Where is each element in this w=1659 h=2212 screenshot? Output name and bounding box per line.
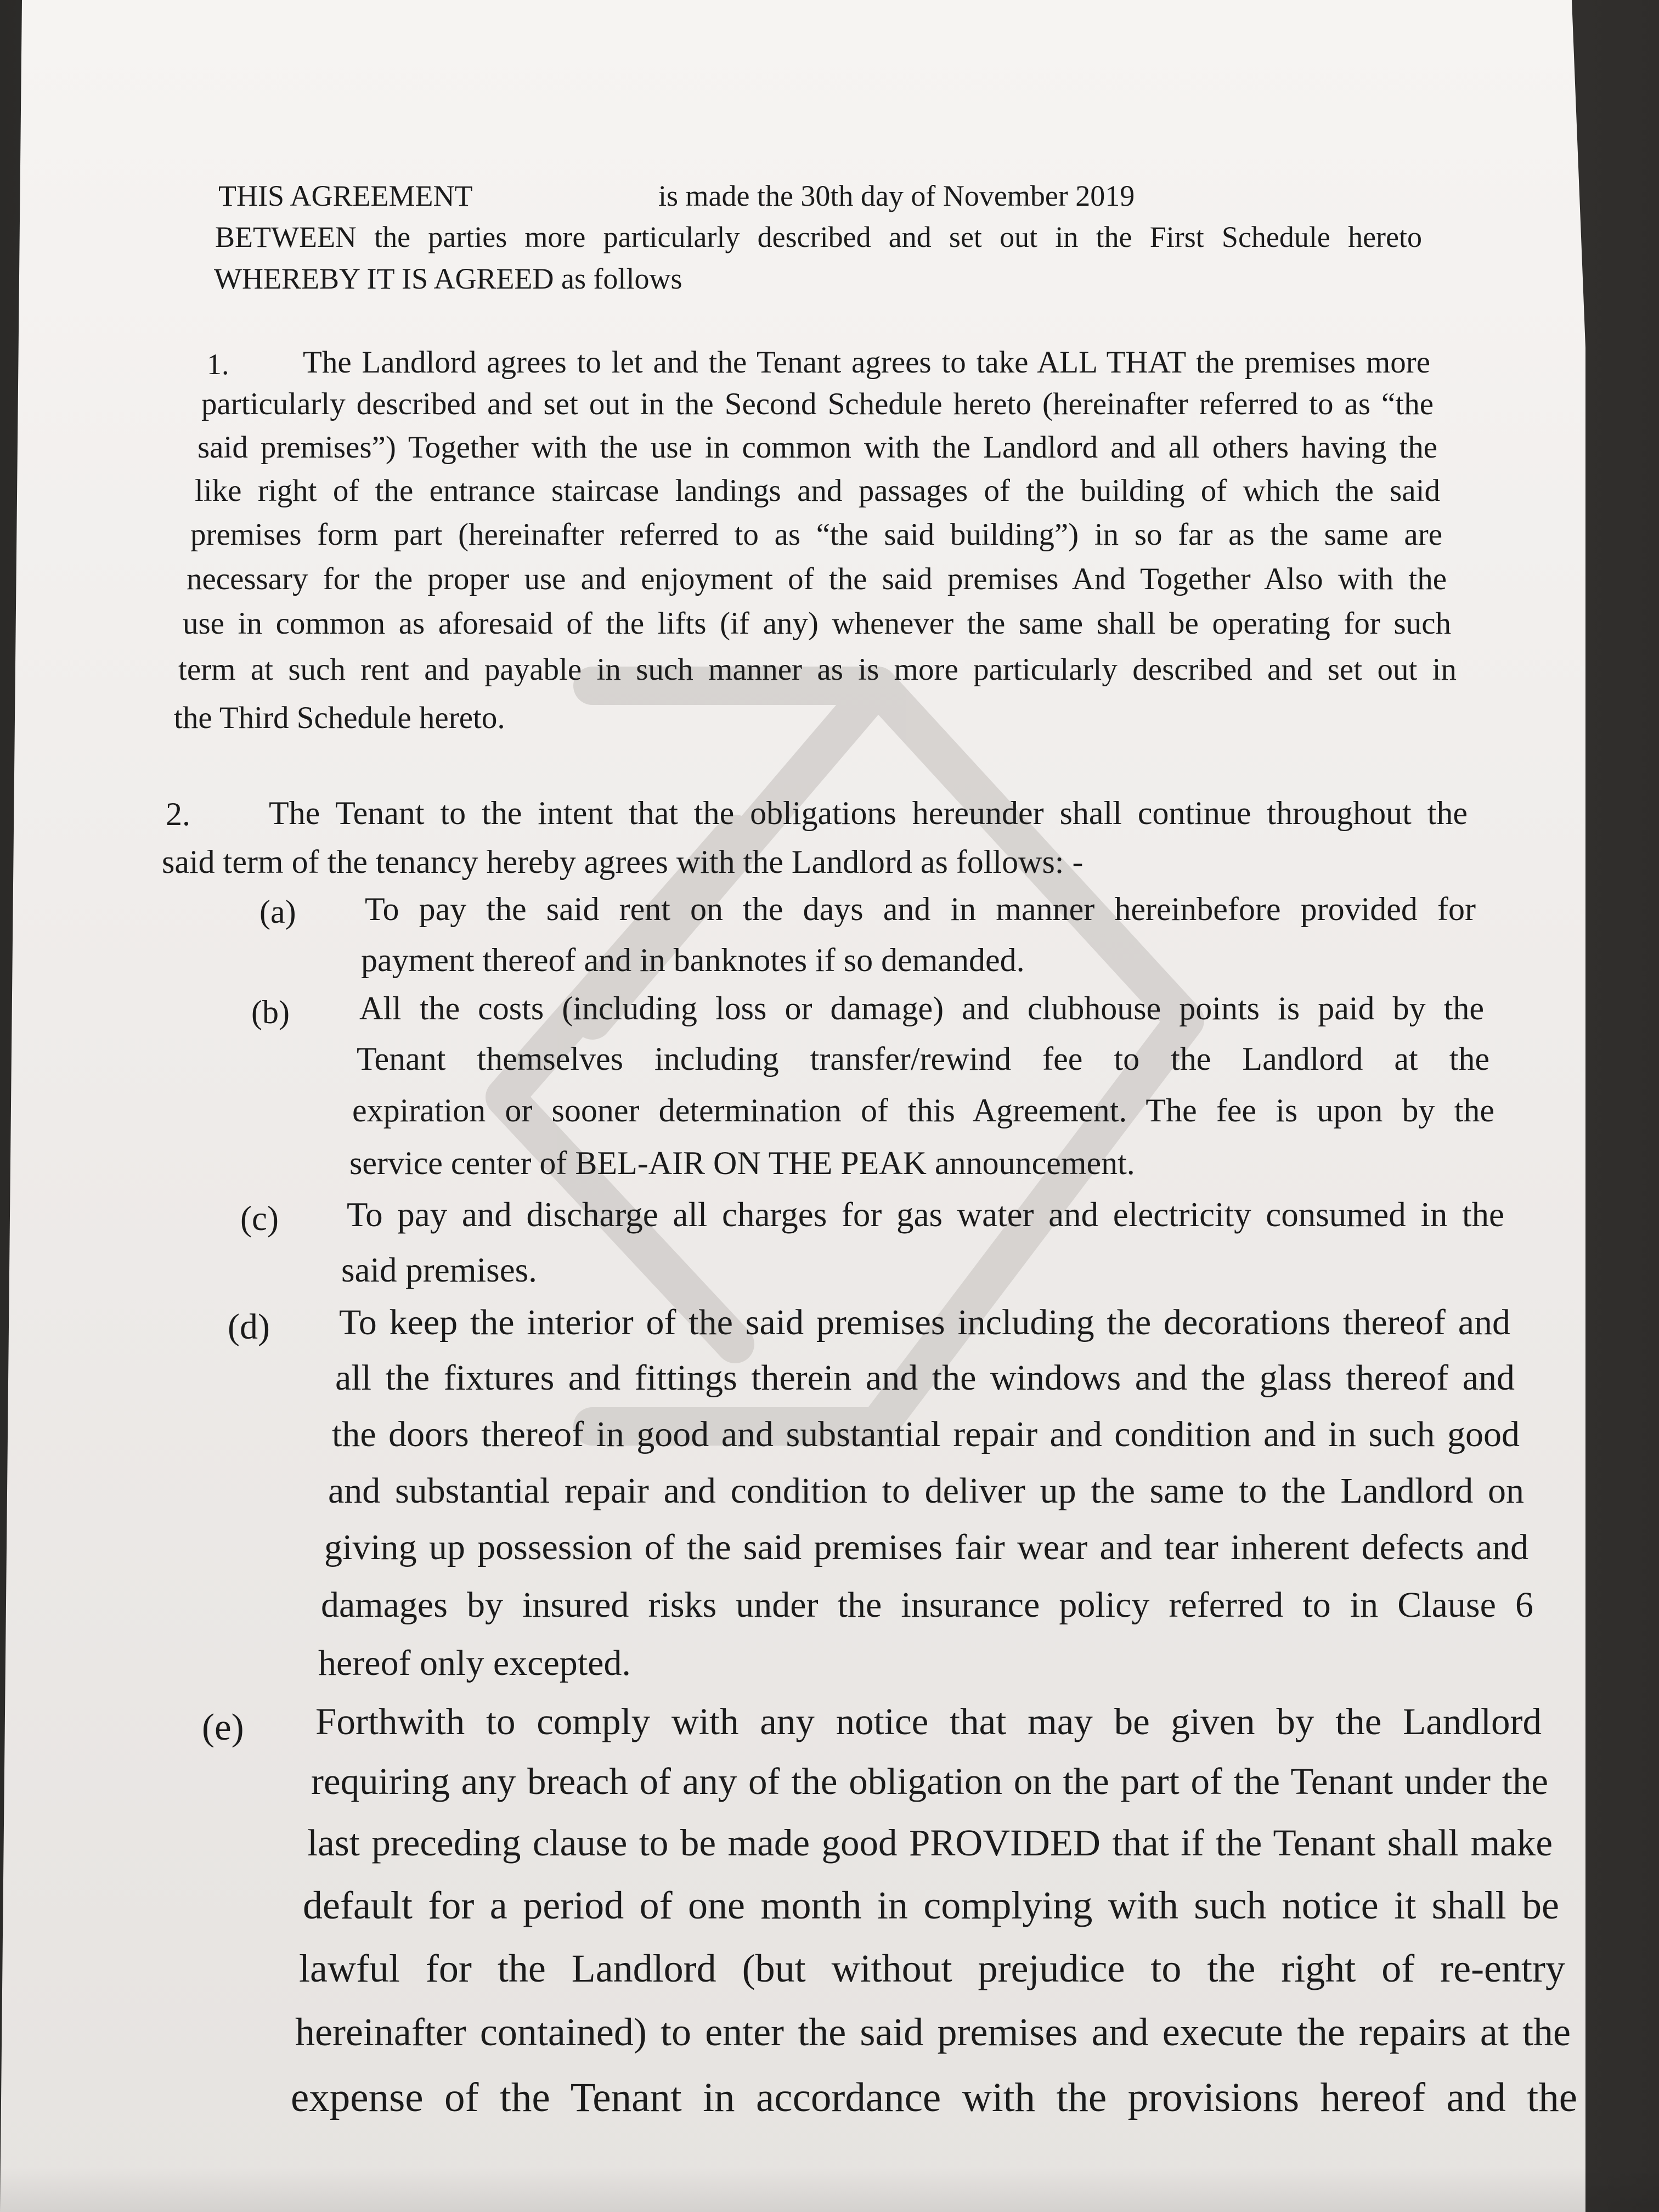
item-b-line: Tenant themselves including transfer/rewind fee to the Landlord at the bbox=[357, 1041, 1489, 1077]
between-line: BETWEEN the parties more particularly described and set out in the First Schedule hereto bbox=[215, 221, 1422, 253]
item-d-line: To keep the interior of the said premises including the decorations thereof and bbox=[339, 1302, 1510, 1342]
clause-1-line: the Third Schedule hereto. bbox=[174, 701, 505, 735]
item-d-line: and substantial repair and condition to deliver up the same to the Landlord on bbox=[328, 1471, 1524, 1511]
agreement-label: THIS AGREEMENT bbox=[218, 179, 473, 212]
item-a-line: payment thereof and in banknotes if so demanded. bbox=[361, 942, 1025, 978]
item-d-line: hereof only excepted. bbox=[318, 1643, 631, 1683]
clause-1-line: premises form part (hereinafter referred to as “the said building”) in so far as the same are bbox=[190, 517, 1442, 552]
item-c-line: said premises. bbox=[341, 1251, 537, 1289]
item-e-line: last preceding clause to be made good PROVIDED that if the Tenant shall make bbox=[307, 1822, 1553, 1864]
clause-1-line: The Landlord agrees to let and the Tenant agrees to take ALL THAT the premises more bbox=[303, 345, 1430, 380]
clause-1-line: said premises”) Together with the use in common with the Landlord and all others having the bbox=[198, 430, 1437, 465]
clause-1-line: term at such rent and payable in such manner as is more particularly described and set out in bbox=[178, 652, 1457, 687]
item-c-line: To pay and discharge all charges for gas water and electricity consumed in the bbox=[347, 1195, 1504, 1234]
page-bottom-shadow bbox=[0, 2167, 1659, 2212]
item-e-line: lawful for the Landlord (but without prejudice to the right of re-entry bbox=[299, 1946, 1565, 1990]
item-b-line: expiration or sooner determination of this Agreement. The fee is upon by the bbox=[352, 1092, 1494, 1128]
item-e-line: requiring any breach of any of the obligation on the part of the Tenant under the bbox=[311, 1760, 1548, 1802]
item-d-label: (d) bbox=[228, 1307, 270, 1347]
clause-1-line: like right of the entrance staircase landings and passages of the building of which the said bbox=[195, 473, 1440, 508]
agreement-date: is made the 30th day of November 2019 bbox=[658, 179, 1135, 212]
clause-1-line: use in common as aforesaid of the lifts (if any) whenever the same shall be operating for such bbox=[183, 606, 1451, 641]
clause-2-line: said term of the tenancy hereby agrees with the Landlord as follows: - bbox=[162, 844, 1084, 880]
clause-1-number: 1. bbox=[207, 348, 229, 381]
whereby-line: WHEREBY IT IS AGREED as follows bbox=[214, 262, 682, 295]
item-a-label: (a) bbox=[259, 894, 296, 930]
item-d-line: damages by insured risks under the insurance policy referred to in Clause 6 bbox=[321, 1585, 1533, 1625]
item-e-line: default for a period of one month in complying with such notice it shall be bbox=[303, 1883, 1559, 1927]
clause-1-line: necessary for the proper use and enjoyment of the said premises And Together Also with the bbox=[187, 562, 1447, 596]
item-a-line: To pay the said rent on the days and in manner hereinbefore provided for bbox=[365, 891, 1476, 927]
item-c-label: (c) bbox=[240, 1199, 279, 1238]
item-e-line: Forthwith to comply with any notice that may be given by the Landlord bbox=[315, 1701, 1542, 1742]
item-b-label: (b) bbox=[251, 994, 290, 1030]
item-e-line: hereinafter contained) to enter the said premises and execute the repairs at the bbox=[295, 2010, 1571, 2054]
clause-1-line: particularly described and set out in the Second Schedule hereto (hereinafter referred to as “the bbox=[201, 387, 1434, 421]
item-d-line: the doors thereof in good and substantial repair and condition and in such good bbox=[332, 1414, 1520, 1454]
clause-2-line: The Tenant to the intent that the obligations hereunder shall continue throughout the bbox=[269, 795, 1468, 831]
item-b-line: All the costs (including loss or damage) and clubhouse points is paid by the bbox=[359, 990, 1484, 1026]
item-e-label: (e) bbox=[202, 1706, 244, 1748]
item-e-line: expense of the Tenant in accordance with the provisions hereof and the bbox=[291, 2075, 1577, 2120]
clause-2-number: 2. bbox=[166, 796, 190, 832]
item-d-line: all the fixtures and fittings therein and the windows and the glass thereof and bbox=[335, 1358, 1515, 1398]
item-b-line: service center of BEL-AIR ON THE PEAK announcement. bbox=[349, 1145, 1135, 1181]
item-d-line: giving up possession of the said premises fair wear and tear inherent defects and bbox=[324, 1527, 1528, 1567]
